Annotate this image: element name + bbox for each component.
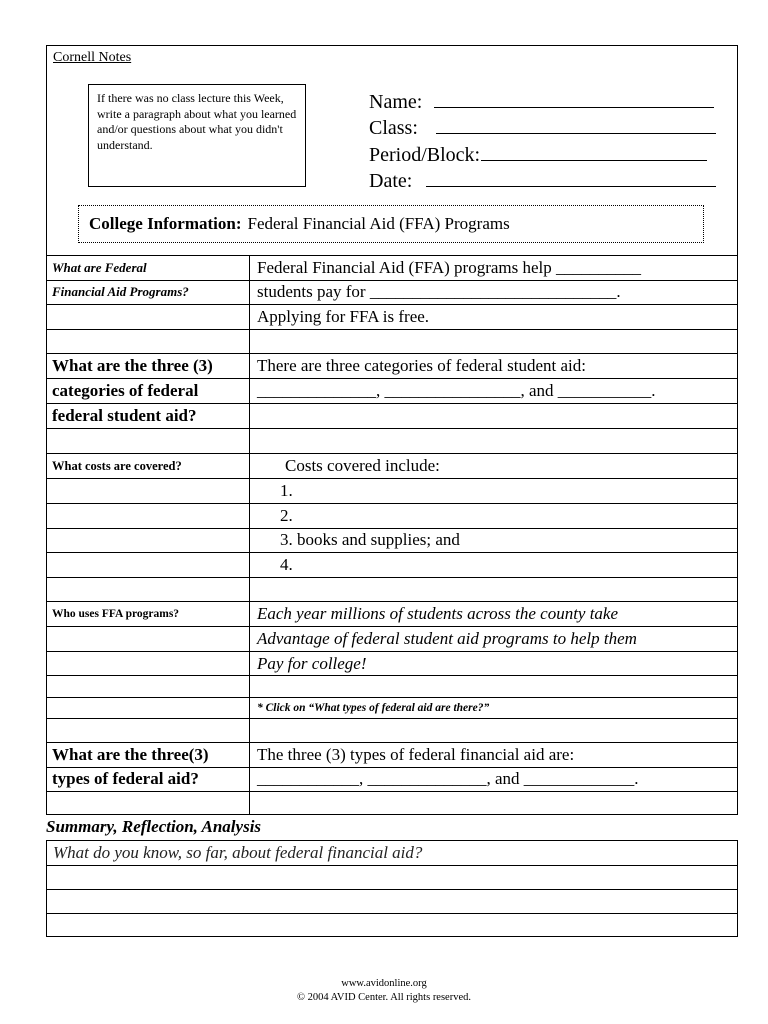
click-instruction: * Click on “What types of federal aid are there?” <box>257 702 490 714</box>
table-row <box>46 577 738 602</box>
summary-line <box>47 889 737 890</box>
question-cell: types of federal aid? <box>46 768 250 792</box>
table-row <box>46 280 738 305</box>
table-row <box>46 478 738 503</box>
answer-cell <box>250 429 738 453</box>
page-title: Cornell Notes <box>53 50 132 65</box>
answer-cell: Applying for FFA is free. <box>257 306 430 326</box>
answer-cell: ____________, ______________, and _____________. <box>257 769 639 789</box>
footer-copyright: © 2004 AVID Center. All rights reserved. <box>296 992 471 1003</box>
question-cell <box>46 553 250 577</box>
table-row <box>46 528 738 553</box>
table-row <box>46 403 738 428</box>
name-field[interactable] <box>369 87 716 114</box>
answer-cell <box>250 578 738 602</box>
question-cell: What are Federal <box>46 256 250 280</box>
question-cell <box>46 792 250 815</box>
college-topic: Federal Financial Aid (FFA) Programs <box>247 214 510 233</box>
answer-cell <box>250 792 738 815</box>
question-cell <box>46 627 250 651</box>
question-cell: Who uses FFA programs? <box>46 602 250 626</box>
table-row <box>46 304 738 329</box>
question-cell: What are the three (3) <box>46 354 250 378</box>
answer-cell <box>250 676 738 697</box>
instructions-box: If there was no class lecture this Week, write a paragraph about what you learned and/or questions about what you didn't understand. <box>88 84 306 187</box>
question-cell <box>46 504 250 528</box>
class-field[interactable] <box>369 114 716 141</box>
footer-url: www.avidonline.org <box>341 978 427 989</box>
answer-cell: Federal Financial Aid (FFA) programs help __________ <box>257 257 642 277</box>
answer-cell: Advantage of federal student aid programs to help them <box>257 629 637 648</box>
question-cell: What are the three(3) <box>46 743 250 767</box>
college-info-box <box>78 205 704 243</box>
answer-cell: 3. books and supplies; and <box>280 530 460 550</box>
question-cell <box>46 719 250 742</box>
period-field[interactable] <box>369 140 716 167</box>
date-label: Date: <box>369 170 413 192</box>
college-label: College Information: <box>89 214 242 233</box>
table-row <box>46 601 738 626</box>
table-row <box>46 428 738 453</box>
table-row <box>46 675 738 697</box>
table-row <box>46 742 738 767</box>
table-row <box>46 767 738 792</box>
period-label: Period/Block: <box>369 143 481 166</box>
table-row <box>46 453 738 478</box>
answer-cell: ______________, ________________, and ___________. <box>257 381 656 400</box>
question-cell <box>46 429 250 453</box>
question-cell <box>46 652 250 675</box>
answer-cell <box>250 330 738 354</box>
answer-cell <box>250 719 738 742</box>
summary-line <box>47 913 737 914</box>
question-cell: Financial Aid Programs? <box>46 281 250 305</box>
answer-cell: There are three categories of federal student aid: <box>257 356 586 375</box>
answer-cell: students pay for _____________________________. <box>257 282 621 302</box>
table-row <box>46 503 738 528</box>
question-cell <box>46 330 250 354</box>
question-cell: categories of federal <box>46 379 250 403</box>
table-row <box>46 718 738 742</box>
question-cell: federal student aid? <box>46 404 250 428</box>
question-cell: What costs are covered? <box>46 454 250 478</box>
table-row <box>46 791 738 815</box>
name-line <box>434 107 714 108</box>
question-cell <box>46 676 250 697</box>
question-cell <box>46 529 250 553</box>
answer-cell: 1. <box>280 481 293 500</box>
class-line <box>436 133 716 134</box>
table-row <box>46 353 738 378</box>
answer-cell: Pay for college! <box>257 653 367 673</box>
summary-prompt: What do you know, so far, about federal financial aid? <box>53 843 423 862</box>
question-cell <box>46 305 250 329</box>
class-label: Class: <box>369 117 418 139</box>
summary-title: Summary, Reflection, Analysis <box>46 817 262 836</box>
answer-cell: Each year millions of students across the county take <box>257 604 619 623</box>
date-field[interactable] <box>369 167 716 194</box>
summary-line <box>47 865 737 866</box>
summary-box[interactable] <box>46 840 738 937</box>
question-cell <box>46 698 250 718</box>
answer-cell: 2. <box>280 505 293 525</box>
answer-cell: 4. <box>280 554 293 574</box>
question-cell <box>46 479 250 503</box>
table-row <box>46 329 738 354</box>
answer-cell: The three (3) types of federal financial aid are: <box>257 744 575 764</box>
table-row <box>46 255 738 280</box>
answer-cell: Costs covered include: <box>285 456 440 475</box>
student-info-block <box>369 87 716 193</box>
table-row <box>46 626 738 651</box>
answer-cell <box>250 404 738 428</box>
table-row <box>46 651 738 675</box>
question-cell <box>46 578 250 602</box>
period-line <box>481 160 707 161</box>
table-row <box>46 378 738 403</box>
name-label: Name: <box>369 90 423 113</box>
date-line <box>426 186 716 187</box>
table-row <box>46 552 738 577</box>
table-row <box>46 697 738 718</box>
